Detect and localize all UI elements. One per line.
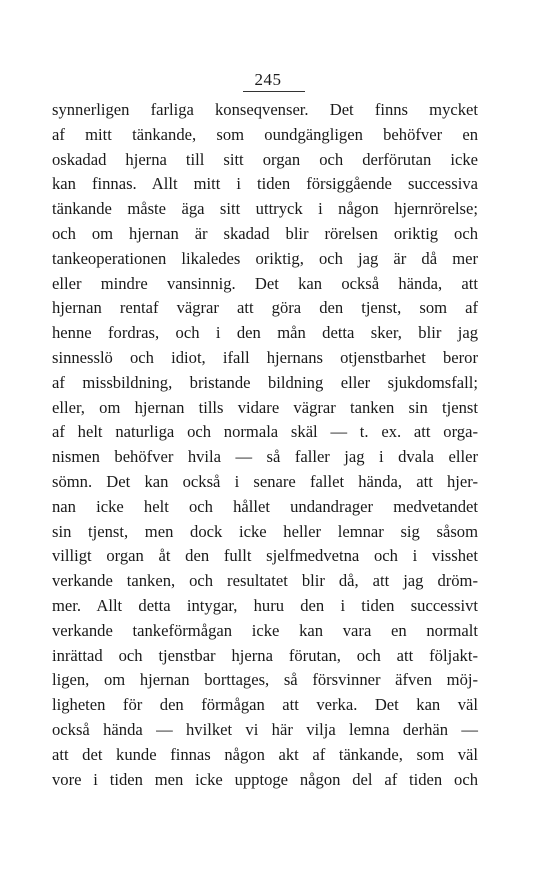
text-line: att det kunde finnas någon akt af tänkande, som väl [52,744,478,764]
text-line: sömn. Det kan också i senare fallet hända, att hjer- [52,471,478,491]
page-number-text: 245 [254,70,282,89]
text-line: eller, om hjernan tills vidare vägrar tanken sin tjenst [52,397,478,417]
text-line: af mitt tänkande, som oundgängligen behöfver en [52,124,478,144]
text-line: vore i tiden men icke upptoge någon del af tiden och [52,769,478,789]
text-line: nismen behöfver hvila — så faller jag i dvala eller [52,447,478,467]
text-line: af helt naturliga och normala skäl — t. ex. att orga- [52,422,478,442]
text-line: och om hjernan är skadad blir rörelsen oriktig och [52,223,478,243]
text-line: verkande tanken, och resultatet blir då, att jag dröm- [52,571,478,591]
page-number [0,70,536,92]
text-line: sin tjenst, men dock icke heller lemnar sig såsom [52,521,478,541]
text-line: inrättad och tjenstbar hjerna förutan, och att följakt- [52,645,478,665]
text-line: oskadad hjerna till sitt organ och derförutan icke [52,149,478,169]
text-line: nan icke helt och hållet undandrager medvetandet [52,496,478,516]
text-line: kan finnas. Allt mitt i tiden försiggående successiva [52,174,478,194]
text-line: mer. Allt detta intygar, huru den i tiden successivt [52,595,478,615]
text-line: henne fordras, och i den mån detta sker, blir jag [52,323,478,343]
text-line: ligheten för den förmågan att verka. Det kan väl [52,695,478,715]
text-line: tänkande måste äga sitt uttryck i någon hjernrörelse; [52,199,478,219]
text-line: också hända — hvilket vi här vilja lemna derhän — [52,719,478,739]
text-line: synnerligen farliga konseqvenser. Det finns mycket [52,100,478,119]
text-line: hjernan rentaf vägrar att göra den tjenst, som af [52,298,478,318]
page-number-rule [243,91,305,92]
text-line: villigt organ åt den fullt sjelfmedvetna och i visshet [52,546,478,566]
text-line: tankeoperationen likaledes oriktig, och jag är då mer [52,248,478,268]
text-line: eller mindre vansinnig. Det kan också hända, att [52,273,478,293]
text-line: af missbildning, bristande bildning eller sjukdomsfall; [52,372,478,392]
text-line: ligen, om hjernan borttages, så försvinner äfven möj- [52,670,478,690]
text-line: verkande tankeförmågan icke kan vara en normalt [52,620,478,640]
text-line: sinnesslö och idiot, ifall hjernans otjenstbarhet beror [52,347,478,367]
body-text [52,98,478,792]
